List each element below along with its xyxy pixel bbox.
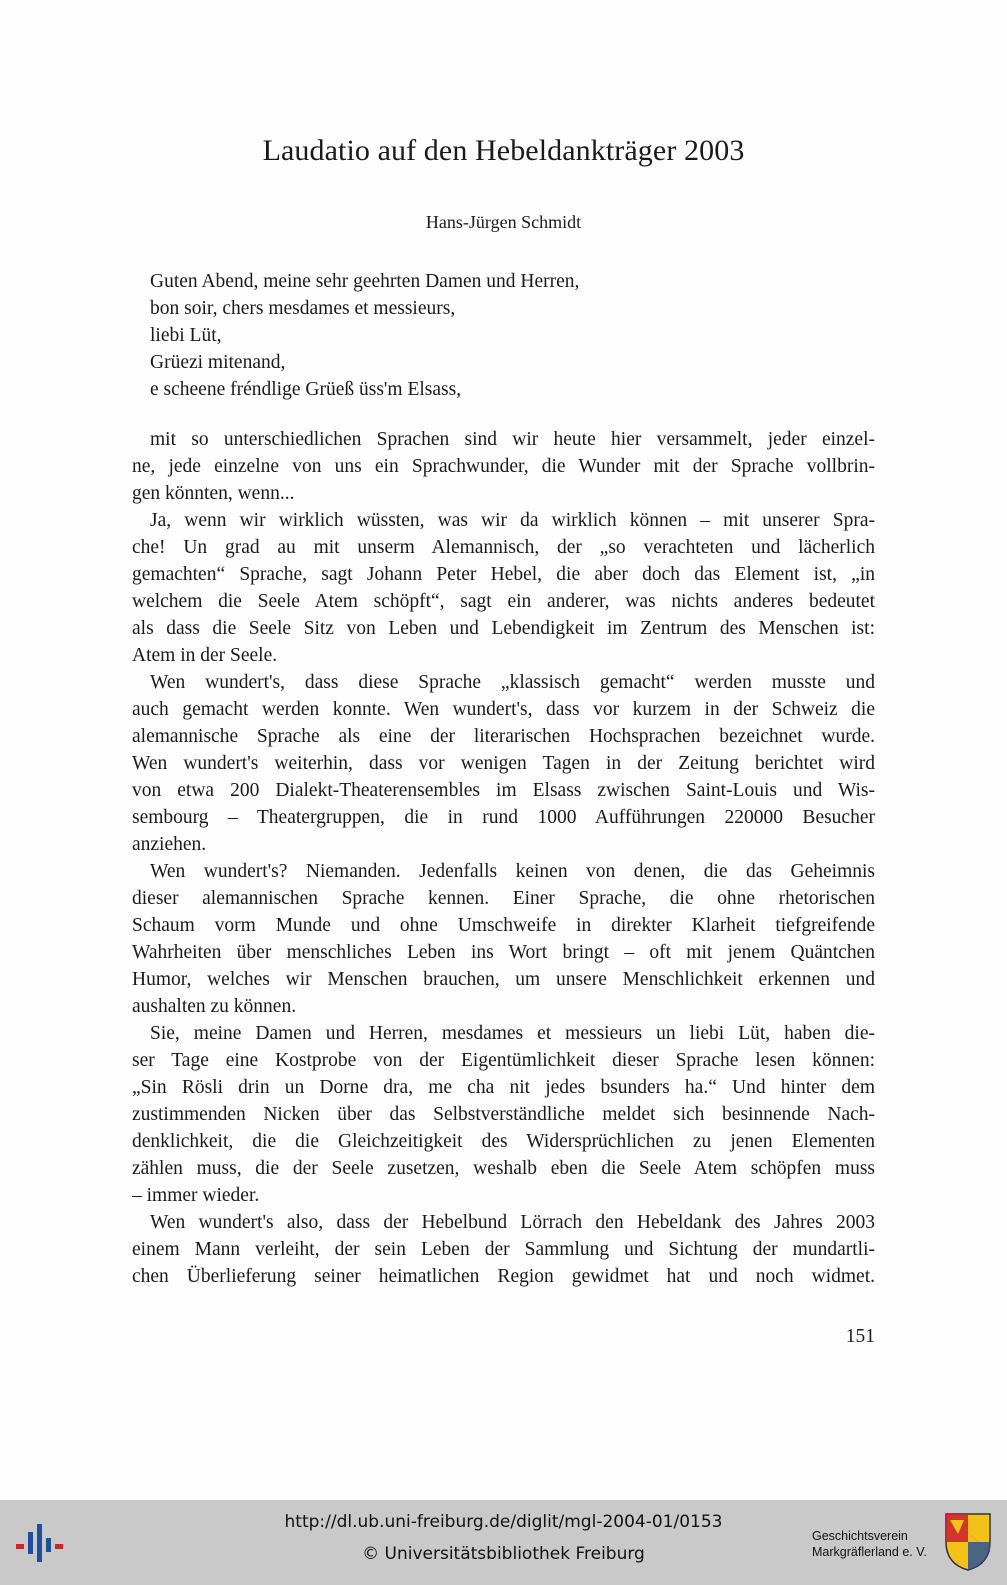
page-title: Laudatio auf den Hebeldankträger 2003 xyxy=(262,134,745,167)
text-line: Wen wundert's also, dass der Hebelbund Lörrach den Hebeldank des Jahres 2003 xyxy=(150,1212,875,1233)
text-line: als dass die Seele Sitz von Leben und Lebendigkeit im Zentrum des Menschen ist: xyxy=(132,618,875,639)
text-line: zustimmenden Nicken über das Selbstverständliche meldet sich besinnende Nach- xyxy=(132,1104,875,1125)
text-line: Ja, wenn wir wirklich wüssten, was wir da wirklich können – mit unserer Spra- xyxy=(150,510,875,531)
text-line: „Sin Rösli drin un Dorne dra, me cha nit jedes bsunders ha.“ Und hinter dem xyxy=(132,1077,875,1098)
author-name: Hans-Jürgen Schmidt xyxy=(425,212,582,232)
footer-bar xyxy=(0,1500,1007,1585)
text-line: Wahrheiten über menschliches Leben ins Wort bringt – oft mit jenem Quäntchen xyxy=(132,942,875,963)
text-line: ser Tage eine Kostprobe von der Eigentümlichkeit dieser Sprache lesen können: xyxy=(132,1050,875,1071)
text-line: Wen wundert's? Niemanden. Jedenfalls keinen von denen, die das Geheimnis xyxy=(150,861,875,882)
text-line: gemachten“ Sprache, sagt Johann Peter Hebel, die aber doch das Element ist, „in xyxy=(132,564,875,585)
coat-of-arms-icon xyxy=(944,1512,992,1572)
text-line: aushalten zu können. xyxy=(132,996,297,1017)
greeting-line: liebi Lüt, xyxy=(150,325,222,346)
text-line: alemannische Sprache als eine der literarischen Hochsprachen bezeichnet wurde. xyxy=(132,726,875,747)
text-line: dieser alemannischen Sprache kennen. Einer Sprache, die ohne rhetorischen xyxy=(132,888,875,909)
source-url-link[interactable]: http://dl.ub.uni-freiburg.de/diglit/mgl-2004-01/0153 xyxy=(284,1512,723,1532)
text-line: gen könnten, wenn... xyxy=(132,483,295,504)
text-line: che! Un grad au mit unserm Alemannisch, der „so verachteten und lächerlich xyxy=(132,537,875,558)
greeting-line: Guten Abend, meine sehr geehrten Damen und Herren, xyxy=(150,271,580,292)
text-line: zählen muss, die der Seele zusetzen, weshalb eben die Seele Atem schöpfen muss xyxy=(132,1158,875,1179)
text-line: chen Überlieferung seiner heimatlichen Region gewidmet hat und noch widmet. xyxy=(132,1266,875,1287)
text-line: welchem die Seele Atem schöpft“, sagt ein anderer, was nichts anderes bedeutet xyxy=(132,591,875,612)
text-line: Atem in der Seele. xyxy=(132,645,278,666)
body-text xyxy=(132,426,875,1290)
text-line: Wen wundert's weiterhin, dass vor wenigen Tagen in der Zeitung berichtet wird xyxy=(132,753,875,774)
greeting-line: e scheene fréndlige Grüeß üss'm Elsass, xyxy=(150,379,462,400)
text-line: ne, jede einzelne von uns ein Sprachwunder, die Wunder mit der Sprache vollbrin- xyxy=(132,456,875,477)
text-line: – immer wieder. xyxy=(132,1185,260,1206)
page-number: 151 xyxy=(845,1326,875,1347)
text-line: auch gemacht werden konnte. Wen wundert's, dass vor kurzem in der Schweiz die xyxy=(132,699,875,720)
organization-line: Markgräflerland e. V. xyxy=(812,1545,927,1559)
copyright-text: © Universitätsbibliothek Freiburg xyxy=(362,1544,645,1564)
text-line: Humor, welches wir Menschen brauchen, um unsere Menschlichkeit erkennen und xyxy=(132,969,875,990)
greeting-block xyxy=(150,268,579,403)
text-line: Wen wundert's, dass diese Sprache „klassisch gemacht“ werden musste und xyxy=(150,672,875,693)
text-line: sembourg – Theatergruppen, die in rund 1000 Aufführungen 220000 Besucher xyxy=(132,807,875,828)
organization-line: Geschichtsverein xyxy=(812,1529,908,1543)
text-line: Schaum vorm Munde und ohne Umschweife in direkter Klarheit tiefgreifende xyxy=(132,915,875,936)
text-line: Sie, meine Damen und Herren, mesdames et messieurs un liebi Lüt, haben die- xyxy=(150,1023,875,1044)
organization-name xyxy=(812,1528,927,1560)
text-line: anziehen. xyxy=(132,834,207,855)
text-line: mit so unterschiedlichen Sprachen sind wir heute hier versammelt, jeder einzel- xyxy=(150,429,875,450)
text-line: denklichkeit, die die Gleichzeitigkeit des Widersprüchlichen zu jenen Elementen xyxy=(132,1131,875,1152)
text-line: einem Mann verleiht, der sein Leben der Sammlung und Sichtung der mundartli- xyxy=(132,1239,875,1260)
text-line: von etwa 200 Dialekt-Theaterensembles im Elsass zwischen Saint-Louis und Wis- xyxy=(132,780,875,801)
greeting-line: Grüezi mitenand, xyxy=(150,352,286,373)
greeting-line: bon soir, chers mesdames et messieurs, xyxy=(150,298,456,319)
